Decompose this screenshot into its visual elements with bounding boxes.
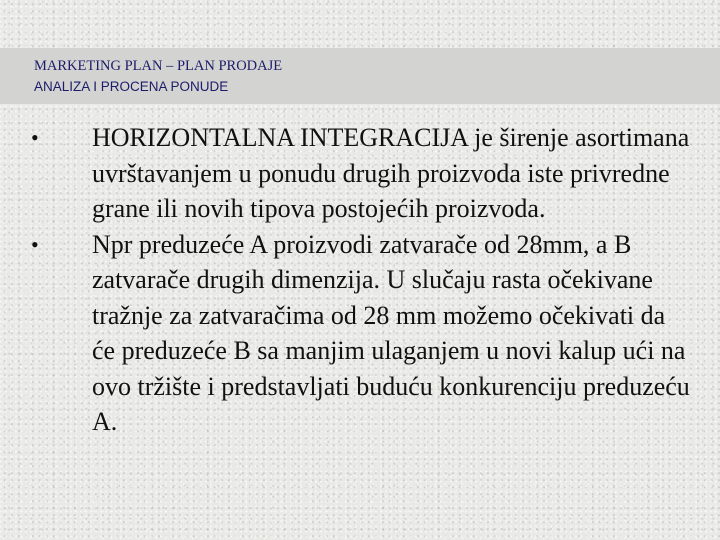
header-band [0,48,720,104]
bullet-text: Npr preduzeće A proizvodi zatvarače od 28mm, a B zatvarače drugih dimenzija. U slučaju rasta očekivane tražnje za zatvaračima od 28 mm možemo očekivati da će preduzeće B sa manjim ulaganjem u novi kalup ući na ovo tržište i predstavljati buduću konkurenciju preduzeću A. [92,229,690,436]
bullet-icon: • [31,125,39,150]
slide-title: MARKETING PLAN – PLAN PRODAJE [34,58,283,74]
bullet-list [30,120,690,440]
bullet-item-horizontal-integration [30,120,690,227]
bullet-item-example [30,227,690,440]
bullet-icon: • [31,231,39,257]
bullet-text: HORIZONTALNA INTEGRACIJA je širenje asortimana uvrštavanjem u ponudu drugih proizvoda iste privredne grane ili novih tipova postojećih proizvoda. [92,123,690,223]
slide-subtitle: ANALIZA I PROCENA PONUDE [34,79,229,94]
